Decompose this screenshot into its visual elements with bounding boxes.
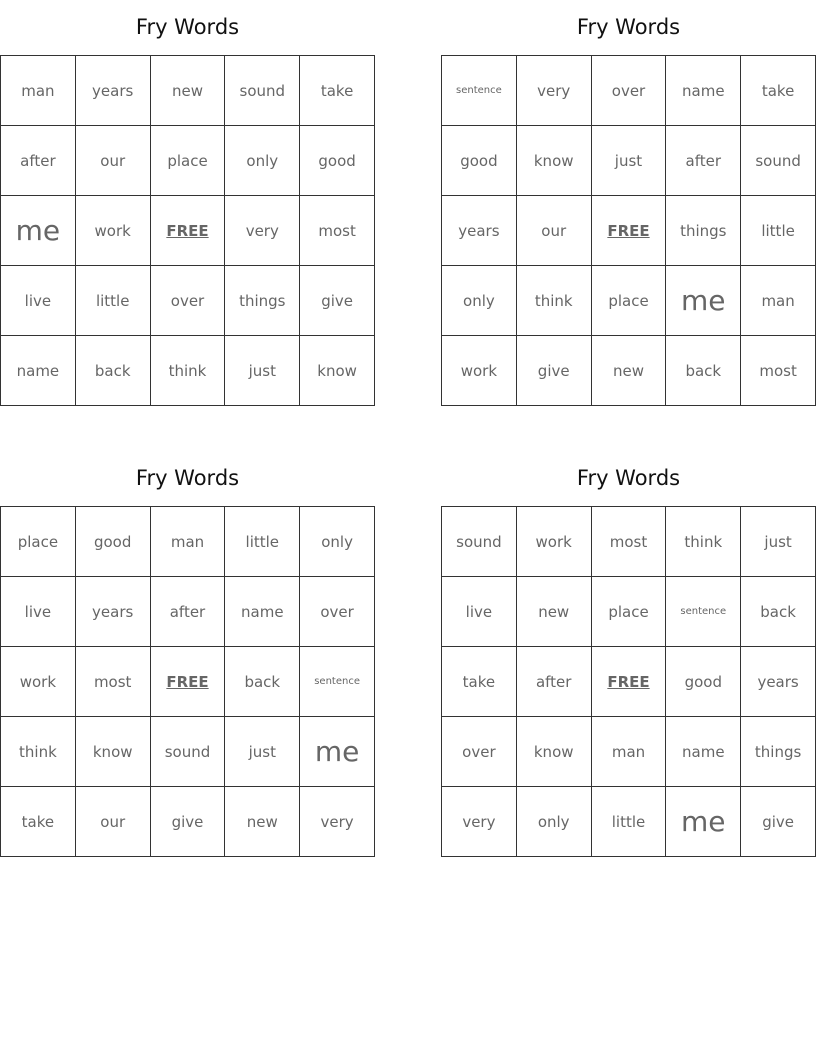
card-title: Fry Words <box>576 15 681 39</box>
word-cell: just <box>225 336 300 406</box>
grid-row <box>442 787 816 857</box>
word-cell: back <box>666 336 741 406</box>
word-cell: think <box>516 266 591 336</box>
word-cell: just <box>225 717 300 787</box>
bingo-grid <box>0 506 375 857</box>
word-cell: sentence <box>666 577 741 647</box>
word-cell: little <box>741 196 816 266</box>
word-cell: after <box>1 126 76 196</box>
word-cell: work <box>75 196 150 266</box>
word-cell: back <box>741 577 816 647</box>
word-cell: over <box>150 266 225 336</box>
word-cell: good <box>300 126 375 196</box>
grid-row <box>442 56 816 126</box>
grid-row <box>1 577 375 647</box>
word-cell: give <box>741 787 816 857</box>
word-cell: me <box>666 787 741 857</box>
word-cell: back <box>75 336 150 406</box>
word-cell: years <box>75 577 150 647</box>
card-title: Fry Words <box>135 466 240 490</box>
word-cell: only <box>442 266 517 336</box>
word-cell: our <box>75 787 150 857</box>
word-cell: know <box>300 336 375 406</box>
word-cell: just <box>741 507 816 577</box>
word-cell: live <box>442 577 517 647</box>
word-cell: think <box>150 336 225 406</box>
word-cell: sound <box>442 507 517 577</box>
grid-row <box>442 336 816 406</box>
word-cell: only <box>225 126 300 196</box>
word-cell: our <box>516 196 591 266</box>
word-cell: sound <box>225 56 300 126</box>
word-cell: know <box>516 717 591 787</box>
word-cell: man <box>591 717 666 787</box>
bingo-grid <box>441 55 816 406</box>
word-cell: years <box>741 647 816 717</box>
grid-row <box>442 266 816 336</box>
word-cell: over <box>300 577 375 647</box>
word-cell: take <box>741 56 816 126</box>
word-cell: very <box>442 787 517 857</box>
word-cell: live <box>1 577 76 647</box>
word-cell: over <box>591 56 666 126</box>
grid-row <box>442 647 816 717</box>
grid-row <box>442 196 816 266</box>
grid-row <box>1 507 375 577</box>
grid-row <box>442 577 816 647</box>
word-cell: very <box>300 787 375 857</box>
word-cell: good <box>442 126 517 196</box>
card-title: Fry Words <box>135 15 240 39</box>
word-cell: over <box>442 717 517 787</box>
word-cell: place <box>591 266 666 336</box>
word-cell: years <box>75 56 150 126</box>
word-cell: sound <box>150 717 225 787</box>
word-cell: new <box>150 56 225 126</box>
word-cell: place <box>150 126 225 196</box>
word-cell: most <box>300 196 375 266</box>
word-cell: me <box>300 717 375 787</box>
word-cell: little <box>75 266 150 336</box>
word-cell: most <box>741 336 816 406</box>
word-cell: new <box>591 336 666 406</box>
grid-row <box>442 507 816 577</box>
grid-row <box>1 717 375 787</box>
word-cell: just <box>591 126 666 196</box>
grid-row <box>1 56 375 126</box>
word-cell: me <box>666 266 741 336</box>
word-cell: little <box>225 507 300 577</box>
word-cell: very <box>516 56 591 126</box>
word-cell: know <box>516 126 591 196</box>
word-cell: things <box>225 266 300 336</box>
word-cell: years <box>442 196 517 266</box>
word-cell: sentence <box>300 647 375 717</box>
word-cell: after <box>150 577 225 647</box>
word-cell: work <box>516 507 591 577</box>
word-cell: take <box>1 787 76 857</box>
word-cell: most <box>591 507 666 577</box>
word-cell: name <box>1 336 76 406</box>
grid-row <box>442 126 816 196</box>
word-cell: work <box>442 336 517 406</box>
card-title: Fry Words <box>576 466 681 490</box>
word-cell: take <box>442 647 517 717</box>
word-cell: place <box>1 507 76 577</box>
word-cell: name <box>666 56 741 126</box>
word-cell: sound <box>741 126 816 196</box>
free-space-cell: FREE <box>150 647 225 717</box>
word-cell: our <box>75 126 150 196</box>
bingo-grid <box>0 55 375 406</box>
word-cell: me <box>1 196 76 266</box>
word-cell: after <box>666 126 741 196</box>
word-cell: place <box>591 577 666 647</box>
grid-row <box>1 647 375 717</box>
word-cell: man <box>741 266 816 336</box>
word-cell: work <box>1 647 76 717</box>
word-cell: give <box>516 336 591 406</box>
word-cell: new <box>225 787 300 857</box>
word-cell: sentence <box>442 56 517 126</box>
free-space-cell: FREE <box>591 196 666 266</box>
grid-row <box>1 336 375 406</box>
word-cell: know <box>75 717 150 787</box>
word-cell: very <box>225 196 300 266</box>
bingo-grid <box>441 506 816 857</box>
word-cell: think <box>666 507 741 577</box>
word-cell: man <box>1 56 76 126</box>
word-cell: most <box>75 647 150 717</box>
word-cell: after <box>516 647 591 717</box>
word-cell: name <box>225 577 300 647</box>
grid-row <box>1 266 375 336</box>
word-cell: back <box>225 647 300 717</box>
word-cell: think <box>1 717 76 787</box>
word-cell: only <box>516 787 591 857</box>
grid-row <box>1 196 375 266</box>
free-space-cell: FREE <box>591 647 666 717</box>
grid-row <box>1 787 375 857</box>
free-space-cell: FREE <box>150 196 225 266</box>
grid-row <box>442 717 816 787</box>
word-cell: take <box>300 56 375 126</box>
word-cell: things <box>666 196 741 266</box>
word-cell: good <box>666 647 741 717</box>
word-cell: give <box>300 266 375 336</box>
word-cell: only <box>300 507 375 577</box>
word-cell: good <box>75 507 150 577</box>
word-cell: little <box>591 787 666 857</box>
word-cell: man <box>150 507 225 577</box>
word-cell: new <box>516 577 591 647</box>
word-cell: live <box>1 266 76 336</box>
word-cell: name <box>666 717 741 787</box>
word-cell: things <box>741 717 816 787</box>
word-cell: give <box>150 787 225 857</box>
grid-row <box>1 126 375 196</box>
